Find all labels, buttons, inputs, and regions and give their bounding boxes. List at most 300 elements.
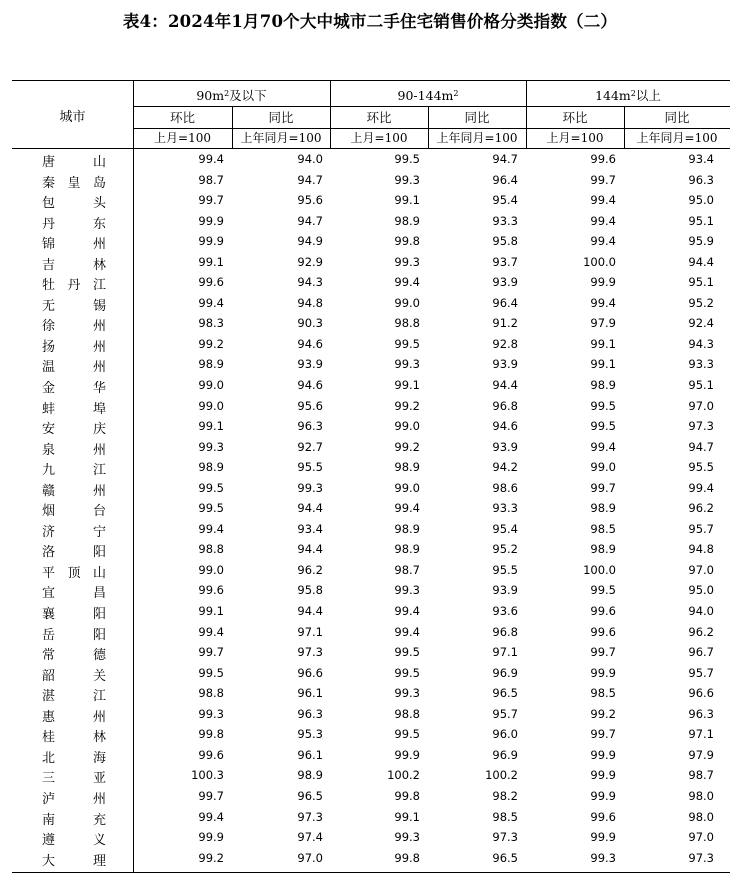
city-name: [42, 767, 106, 786]
table-row: [12, 540, 730, 561]
city-name: [42, 850, 106, 869]
city-column-header: 城市: [59, 110, 86, 125]
table-row: [12, 417, 730, 438]
city-char: 州: [92, 319, 106, 335]
table-row: [12, 561, 730, 582]
table-row: [12, 725, 730, 746]
index-value: 98.5: [590, 521, 616, 536]
index-value: 94.6: [297, 336, 323, 351]
index-value: 100.2: [387, 768, 420, 783]
city-char: 阳: [92, 545, 106, 561]
index-value: 93.4: [297, 521, 323, 536]
index-value: 99.5: [394, 665, 420, 680]
index-value: 94.6: [297, 378, 323, 393]
base-header: 上月=100: [546, 131, 604, 145]
city-name: [42, 747, 106, 766]
table-row: [12, 623, 730, 644]
index-value: 96.1: [297, 747, 323, 762]
index-value: 99.3: [394, 583, 420, 598]
base-header: 上年同月=100: [436, 131, 518, 145]
index-value: 99.4: [198, 521, 224, 536]
index-value: 99.4: [590, 193, 616, 208]
city-char: 丹: [67, 278, 81, 294]
city-name: [42, 356, 106, 375]
index-value: 99.9: [590, 665, 616, 680]
index-value: 98.8: [394, 316, 420, 331]
index-value: 99.5: [198, 480, 224, 495]
index-value: 95.1: [688, 213, 714, 228]
city-char: 关: [92, 668, 106, 684]
index-value: 98.2: [492, 788, 518, 803]
index-value: 99.1: [394, 378, 420, 393]
index-value: 100.2: [485, 768, 518, 783]
table-title: 表4：2024年1月70个大中城市二手住宅销售价格分类指数（二）: [122, 12, 618, 31]
index-value: 96.2: [688, 624, 714, 639]
city-char: 宁: [92, 524, 106, 540]
size-group-header: $90-144m^2$: [397, 88, 459, 103]
city-char: 蚌: [42, 401, 56, 417]
city-name: [42, 582, 106, 601]
index-value: 98.8: [394, 706, 420, 721]
index-value: 99.3: [590, 850, 616, 865]
index-value: 99.9: [590, 768, 616, 783]
city-name: [42, 500, 106, 519]
index-value: 99.4: [394, 501, 420, 516]
index-value: 99.2: [198, 336, 224, 351]
index-value: 95.1: [688, 378, 714, 393]
city-name: [42, 726, 106, 745]
city-char: 阳: [92, 607, 106, 623]
index-value: 97.3: [688, 850, 714, 865]
city-name: [42, 459, 106, 478]
index-value: 99.8: [394, 850, 420, 865]
index-value: 93.4: [688, 152, 714, 166]
index-value: 96.6: [297, 665, 323, 680]
index-value: 99.7: [198, 645, 224, 660]
index-value: 94.4: [297, 542, 323, 557]
city-char: 庆: [92, 422, 106, 438]
index-value: 99.3: [297, 480, 323, 495]
index-value: 99.0: [394, 295, 420, 310]
index-value: 99.9: [590, 788, 616, 803]
city-char: 徐: [42, 319, 56, 335]
sub-header: 环比: [562, 110, 588, 125]
index-value: 96.6: [688, 686, 714, 701]
city-char: 州: [92, 709, 106, 725]
index-value: 93.3: [492, 501, 518, 516]
index-value: 99.4: [198, 624, 224, 639]
index-value: 99.8: [394, 788, 420, 803]
city-char: 理: [92, 853, 106, 869]
table-row: [12, 828, 730, 849]
index-value: 93.9: [492, 275, 518, 290]
city-name: [42, 644, 106, 663]
index-value: 99.0: [198, 378, 224, 393]
index-value: 94.7: [492, 152, 518, 166]
city-char: 德: [92, 648, 106, 664]
city-char: 扬: [42, 339, 56, 355]
city-char: 安: [42, 422, 56, 438]
index-value: 96.3: [297, 706, 323, 721]
table-bottom-rule: [12, 872, 730, 873]
index-value: 95.6: [297, 398, 323, 413]
city-char: 江: [92, 463, 106, 479]
table-row: [12, 705, 730, 726]
sub-header: 环比: [366, 110, 392, 125]
base-header: 上月=100: [154, 131, 211, 145]
index-value: 99.5: [590, 398, 616, 413]
index-value: 97.0: [688, 562, 714, 577]
city-char: 唐: [42, 155, 56, 170]
table-row: [12, 355, 730, 376]
index-value: 98.9: [297, 768, 323, 783]
index-value: 99.1: [198, 254, 224, 269]
index-value: 98.7: [198, 172, 224, 187]
header-rule: [133, 106, 730, 107]
index-value: 99.9: [198, 213, 224, 228]
city-char: 平: [42, 565, 56, 581]
index-value: 99.8: [198, 727, 224, 742]
city-char: 包: [42, 196, 56, 212]
index-value: 99.2: [394, 398, 420, 413]
index-value: 94.4: [688, 254, 714, 269]
city-char: 烟: [42, 504, 56, 520]
index-value: 95.9: [688, 234, 714, 249]
header-rule: [12, 148, 730, 149]
table-row: [12, 253, 730, 274]
city-name: [42, 562, 106, 581]
index-value: 99.6: [590, 604, 616, 619]
city-char: 山: [92, 565, 106, 581]
index-value: 94.7: [688, 439, 714, 454]
index-value: 92.9: [297, 254, 323, 269]
index-value: 97.9: [688, 747, 714, 762]
index-value: 99.9: [198, 234, 224, 249]
index-value: 96.2: [688, 501, 714, 516]
index-value: 94.6: [492, 419, 518, 434]
index-value: 100.0: [583, 562, 616, 577]
table-row: [12, 849, 730, 870]
index-value: 95.6: [297, 193, 323, 208]
city-char: 岳: [42, 627, 56, 643]
city-char: 常: [42, 648, 56, 664]
header-rule: [133, 128, 730, 129]
index-value: 97.1: [492, 645, 518, 660]
table-row: [12, 314, 730, 335]
city-char: 充: [92, 812, 106, 828]
city-char: 秦: [42, 175, 56, 191]
table-row: [12, 191, 730, 212]
index-value: 93.3: [688, 357, 714, 372]
city-char: 惠: [42, 709, 56, 725]
sub-header: 同比: [268, 110, 294, 125]
city-char: 桂: [42, 730, 56, 746]
table-top-rule: [12, 80, 730, 81]
index-value: 96.4: [492, 295, 518, 310]
index-value: 95.0: [688, 193, 714, 208]
index-value: 96.5: [297, 788, 323, 803]
index-value: 99.3: [394, 830, 420, 845]
city-char: 山: [92, 155, 106, 170]
index-value: 98.5: [590, 686, 616, 701]
index-value: 98.5: [492, 809, 518, 824]
index-value: 95.1: [688, 275, 714, 290]
index-value: 99.6: [590, 809, 616, 824]
table-row: [12, 581, 730, 602]
city-name: [42, 521, 106, 540]
index-value: 94.4: [492, 378, 518, 393]
index-value: 94.4: [297, 604, 323, 619]
city-char: 南: [42, 812, 56, 828]
index-value: 99.4: [590, 295, 616, 310]
index-value: 99.2: [198, 850, 224, 865]
index-value: 99.5: [198, 501, 224, 516]
index-value: 93.9: [492, 357, 518, 372]
city-char: 九: [42, 463, 56, 479]
city-char: 遵: [42, 833, 56, 849]
index-value: 95.0: [688, 583, 714, 598]
index-value: 99.4: [688, 480, 714, 495]
index-value: 98.9: [198, 460, 224, 475]
city-char: 韶: [42, 668, 56, 684]
city-char: 岛: [92, 175, 106, 191]
index-value: 95.5: [492, 562, 518, 577]
index-value: 99.4: [590, 439, 616, 454]
city-char: 州: [92, 339, 106, 355]
index-value: 96.3: [688, 706, 714, 721]
index-value: 99.5: [394, 152, 420, 166]
index-value: 96.3: [297, 419, 323, 434]
city-name: [42, 603, 106, 622]
index-value: 98.9: [394, 521, 420, 536]
city-name: [42, 541, 106, 560]
index-value: 99.5: [394, 336, 420, 351]
index-value: 90.3: [297, 316, 323, 331]
city-char: 三: [42, 771, 56, 787]
index-value: 93.9: [297, 357, 323, 372]
index-value: 99.9: [590, 275, 616, 290]
city-char: 州: [92, 360, 106, 376]
index-value: 99.6: [198, 275, 224, 290]
city-char: 泉: [42, 442, 56, 458]
index-value: 97.0: [688, 398, 714, 413]
city-char: 大: [42, 853, 56, 869]
index-value: 95.2: [492, 542, 518, 557]
index-value: 99.5: [394, 727, 420, 742]
index-value: 99.4: [590, 234, 616, 249]
city-name: [42, 685, 106, 704]
index-value: 99.5: [198, 665, 224, 680]
city-name: [42, 192, 106, 211]
city-name: [42, 829, 106, 848]
index-value: 96.5: [492, 850, 518, 865]
city-char: 埠: [92, 401, 106, 417]
city-char: 锦: [42, 237, 56, 253]
index-value: 94.0: [297, 152, 323, 166]
index-value: 93.9: [492, 583, 518, 598]
index-value: 97.3: [297, 809, 323, 824]
index-value: 97.1: [688, 727, 714, 742]
city-name: [42, 254, 106, 273]
index-value: 93.6: [492, 604, 518, 619]
index-value: 97.0: [297, 850, 323, 865]
index-value: 99.1: [590, 357, 616, 372]
city-name: [42, 315, 106, 334]
city-char: 州: [92, 791, 106, 807]
city-char: 头: [92, 196, 106, 212]
table-row: [12, 273, 730, 294]
index-value: 95.4: [492, 193, 518, 208]
index-value: 98.9: [394, 213, 420, 228]
index-value: 93.7: [492, 254, 518, 269]
index-value: 99.1: [198, 419, 224, 434]
city-char: 济: [42, 524, 56, 540]
index-value: 99.2: [590, 706, 616, 721]
index-value: 99.1: [394, 193, 420, 208]
index-value: 98.3: [198, 316, 224, 331]
city-char: 温: [42, 360, 56, 376]
city-name: [42, 295, 106, 314]
index-value: 99.3: [394, 254, 420, 269]
city-char: 台: [92, 504, 106, 520]
city-name: [42, 788, 106, 807]
city-name: [42, 336, 106, 355]
index-value: 95.3: [297, 727, 323, 742]
table-row: [12, 520, 730, 541]
index-value: 99.3: [394, 172, 420, 187]
city-name: [42, 274, 106, 293]
city-char: 海: [92, 750, 106, 766]
city-char: 牡: [42, 278, 56, 294]
city-char: 州: [92, 483, 106, 499]
size-group-header: $144m^2$以上: [595, 88, 661, 103]
city-name: [42, 480, 106, 499]
index-value: 96.5: [492, 686, 518, 701]
index-value: 99.0: [198, 398, 224, 413]
index-value: 98.8: [198, 542, 224, 557]
index-value: 100.0: [583, 254, 616, 269]
index-value: 97.1: [297, 624, 323, 639]
city-char: 赣: [42, 483, 56, 499]
index-value: 96.3: [688, 172, 714, 187]
index-value: 99.4: [198, 152, 224, 166]
index-value: 99.2: [394, 439, 420, 454]
index-value: 95.7: [688, 665, 714, 680]
table-row: [12, 684, 730, 705]
city-name: [42, 398, 106, 417]
index-value: 99.6: [198, 583, 224, 598]
index-value: 93.9: [492, 439, 518, 454]
index-value: 98.8: [198, 686, 224, 701]
index-value: 99.5: [394, 645, 420, 660]
city-name: [42, 624, 106, 643]
city-char: 锡: [92, 298, 106, 314]
city-name: [42, 151, 106, 170]
index-value: 99.9: [590, 747, 616, 762]
city-name: [42, 172, 106, 191]
index-value: 99.3: [198, 439, 224, 454]
index-value: 99.0: [198, 562, 224, 577]
table-body: [12, 150, 730, 869]
index-value: 98.9: [394, 542, 420, 557]
index-value: 93.3: [492, 213, 518, 228]
table-row: [12, 376, 730, 397]
index-value: 92.8: [492, 336, 518, 351]
index-value: 97.3: [297, 645, 323, 660]
index-value: 98.9: [590, 378, 616, 393]
index-value: 91.2: [492, 316, 518, 331]
index-value: 99.7: [198, 193, 224, 208]
index-value: 99.4: [198, 809, 224, 824]
index-value: 97.3: [492, 830, 518, 845]
index-value: 98.9: [590, 501, 616, 516]
city-name: [42, 213, 106, 232]
index-value: 99.4: [198, 295, 224, 310]
city-name: [42, 418, 106, 437]
index-value: 98.7: [688, 768, 714, 783]
index-value: 95.8: [492, 234, 518, 249]
table-row: [12, 335, 730, 356]
index-value: 94.4: [297, 501, 323, 516]
index-value: 98.9: [198, 357, 224, 372]
city-name: [42, 665, 106, 684]
index-value: 94.0: [688, 604, 714, 619]
city-char: 昌: [92, 586, 106, 602]
index-value: 95.5: [297, 460, 323, 475]
index-value: 99.9: [394, 747, 420, 762]
base-header: 上月=100: [350, 131, 408, 145]
sub-header: 环比: [169, 110, 195, 125]
city-char: 东: [92, 216, 106, 232]
index-value: 95.7: [492, 706, 518, 721]
city-char: 义: [92, 833, 106, 849]
index-value: 97.0: [688, 830, 714, 845]
index-value: 99.6: [590, 624, 616, 639]
index-value: 94.3: [688, 336, 714, 351]
city-char: 顶: [67, 565, 81, 581]
table-row: [12, 397, 730, 418]
city-char: 华: [92, 381, 106, 397]
index-value: 96.9: [492, 665, 518, 680]
table-row: [12, 746, 730, 767]
index-value: 99.5: [590, 419, 616, 434]
city-name: [42, 439, 106, 458]
index-value: 96.1: [297, 686, 323, 701]
city-char: 皇: [67, 175, 81, 191]
index-value: 95.7: [688, 521, 714, 536]
sub-header: 同比: [664, 110, 690, 125]
table-row: [12, 150, 730, 171]
index-value: 99.4: [590, 213, 616, 228]
index-value: 99.7: [590, 480, 616, 495]
index-value: 99.4: [394, 604, 420, 619]
index-value: 94.3: [297, 275, 323, 290]
city-char: 洛: [42, 545, 56, 561]
table-row: [12, 294, 730, 315]
index-value: 99.3: [394, 686, 420, 701]
table-row: [12, 232, 730, 253]
index-value: 99.1: [198, 604, 224, 619]
index-value: 98.9: [590, 542, 616, 557]
index-value: 92.4: [688, 316, 714, 331]
index-value: 98.9: [394, 460, 420, 475]
city-char: 襄: [42, 607, 56, 623]
city-char: 阳: [92, 627, 106, 643]
city-char: 吉: [42, 257, 56, 273]
index-value: 96.9: [492, 747, 518, 762]
index-value: 94.7: [297, 172, 323, 187]
index-value: 95.8: [297, 583, 323, 598]
